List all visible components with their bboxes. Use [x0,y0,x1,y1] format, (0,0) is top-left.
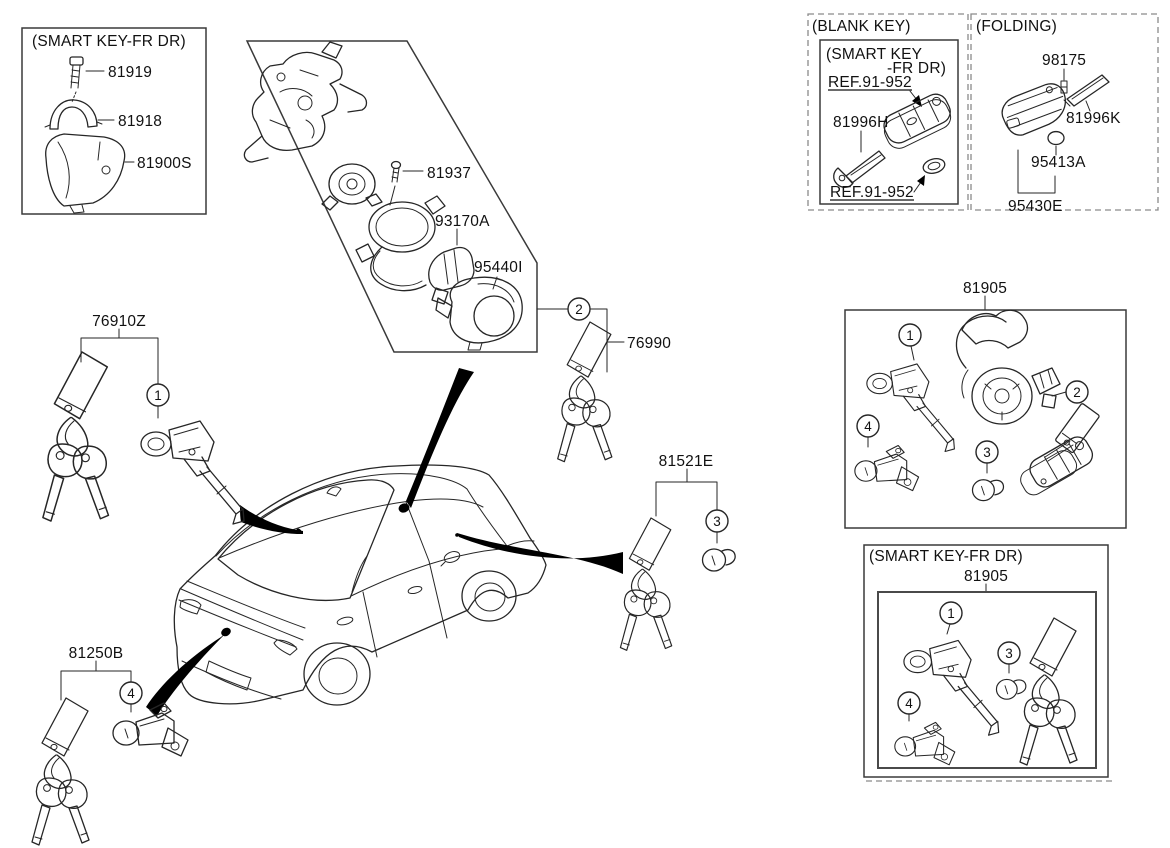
part-93170a-label: 93170A [435,213,490,230]
part-81900s-label: 81900S [137,155,192,172]
svg-text:1: 1 [947,605,955,621]
passenger-door-pointer-arrow [457,533,623,574]
key-set-smart-box [1020,618,1077,765]
lock-cylinder-box [855,446,919,491]
door-lock-cylinder-76910z [141,421,244,524]
svg-text:4: 4 [127,685,135,701]
key-set-81250b [32,698,89,845]
part-81250b-label: 81250B [68,645,124,662]
cover-leader [493,277,497,289]
part-95430e-label: 95430E [1008,198,1063,215]
blank-key-subtitle-1: (SMART KEY [826,46,923,63]
callout-1-left [147,384,169,406]
svg-text:4: 4 [864,418,872,434]
cap-cylinder-box [972,480,1003,501]
key-set-box-81905 [845,280,1126,528]
cap-cylinder-81521e [703,549,736,571]
callout-1-box-leader [911,346,914,360]
ignition-screw-drawing [390,162,401,206]
front-door-handle [407,585,422,595]
svg-text:2: 2 [1073,384,1081,400]
battery-drawing [1048,132,1064,145]
ref-bottom-arrowhead [917,175,925,186]
ref-91-952-bottom-link[interactable]: REF.91-952 [830,184,914,201]
key-blade-81996h-drawing [834,151,885,187]
callout-3-box [976,441,998,463]
callout-3-smart-box [998,642,1020,664]
immobilizer-antenna-drawing [356,194,474,304]
key-set-box-label: 81905 [962,280,1008,297]
trunk-attachment-dot [220,626,233,638]
cap-cylinder-smart-box [996,679,1025,699]
part-95413a-label: 95413A [1031,154,1086,171]
front-door-pointer-arrow [240,505,303,534]
callout-1-box [899,324,921,346]
folding-key-box-title: (FOLDING) [976,18,1058,35]
folding-key-box [971,14,1158,215]
callout-1-smart-leader [947,624,950,634]
shroud-screw-drawing [70,57,83,102]
grommet-drawing [922,156,947,175]
car-illustration [174,465,546,705]
ignition-exploded-box [244,41,537,352]
part-81918-label: 81918 [118,113,163,130]
key-set-76990 [558,322,612,462]
part-81521e-label: 81521E [658,453,714,470]
callout-4-smart-box [898,692,920,714]
shroud-clamp-drawing [45,100,102,129]
callout-4-box [857,415,879,437]
ref-bottom-arrow-line [914,182,921,192]
svg-text:1: 1 [906,327,914,343]
smart-key-set-inner-border [878,592,1096,768]
group-76910z [43,313,244,524]
part-95440i-label: 95440I [474,259,523,276]
part-81996h-label: 81996H [833,114,889,131]
bracket-81521e [656,469,717,543]
svg-text:2: 2 [575,301,583,317]
smart-key-column-box-title: (SMART KEY-FR DR) [32,33,186,50]
ignition-assembly-box-drawing [956,310,1060,424]
key-set-81521e [620,518,671,650]
smart-key-set-label: 81905 [963,568,1009,585]
folding-key-box-border [971,14,1158,210]
group-76990 [537,298,671,462]
door-lock-cylinder-box [867,364,955,452]
part-98175-label: 98175 [1042,52,1087,69]
part-81996k-label: 81996K [1066,110,1121,127]
svg-text:3: 3 [713,513,721,529]
svg-text:3: 3 [1005,645,1013,661]
key-set-76910z [43,352,109,521]
blank-key-box [808,14,968,210]
ignition-switch-drawing [322,164,375,210]
callout-2-box-leader [1052,392,1066,396]
part-81919-label: 81919 [108,64,153,81]
part-76910z-label: 76910Z [92,313,146,330]
blank-key-subtitle-2: -FR DR) [887,60,947,77]
callout-2-box [1066,381,1088,403]
callout-3-right [706,510,728,532]
callout-2-center [568,298,590,320]
part-81937-label: 81937 [427,165,472,182]
ref-top-arrowhead [912,95,922,107]
smart-key-column-box [22,28,206,214]
svg-text:3: 3 [983,444,991,460]
folding-key-set-box-drawing [1017,403,1100,499]
blank-key-box-border [808,14,968,210]
svg-text:1: 1 [154,387,162,403]
rear-door-handle [336,616,353,627]
smart-key-set-title: (SMART KEY-FR DR) [869,548,1023,565]
group-81521e [620,453,735,650]
steering-lock-housing-drawing [244,42,366,162]
roll-pin-drawing [1061,81,1067,93]
group-81250b [32,645,188,845]
blank-key-box-title: (BLANK KEY) [812,18,911,35]
part-76990-label: 76990 [627,335,672,352]
bracket-81250b [61,661,131,712]
callout-1-smart-box [940,602,962,624]
bracket-76910z [81,329,158,418]
callout-4-bottom-left [120,682,142,704]
column-shroud-drawing [46,134,125,213]
door-lock-cylinder-smart-box [904,640,999,735]
smart-key-set-box [864,545,1112,781]
trunk-lock-cylinder-81250b [113,703,188,756]
svg-text:4: 4 [905,695,913,711]
lock-cylinder-smart-box [895,722,955,764]
ref-91-952-top-link[interactable]: REF.91-952 [828,74,912,91]
